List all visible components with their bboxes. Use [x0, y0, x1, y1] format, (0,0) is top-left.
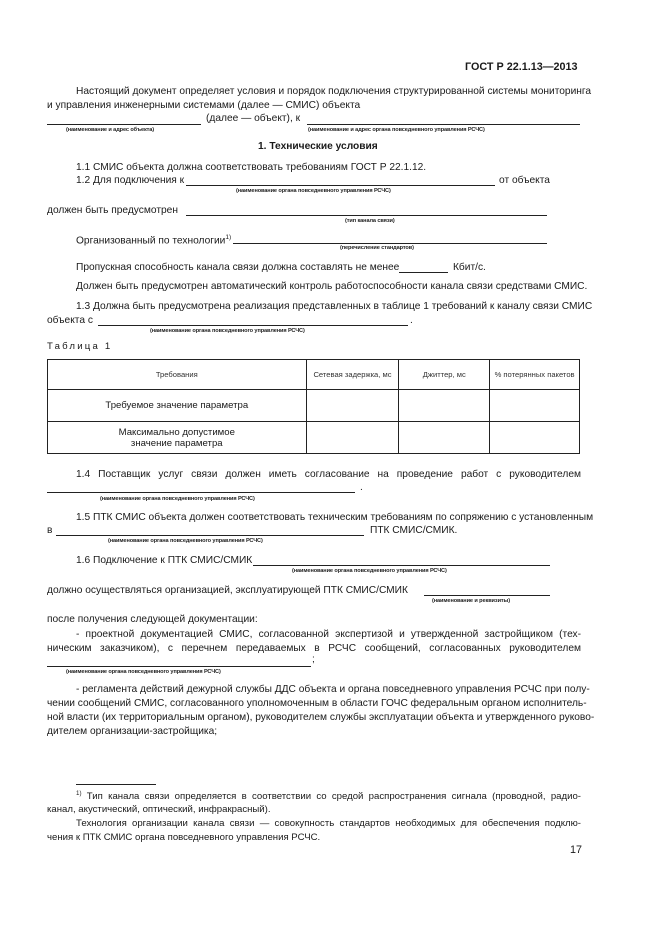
auto-control-text: Должен быть предусмотрен автоматический контроль работоспособности канала связи средствами СМИС.: [76, 281, 588, 292]
clause-1-4-line-1: 1.4 Поставщик услуг связи должен иметь согласование на проведение работ с руководителем: [76, 469, 581, 480]
clause-1-5-line-1: 1.5 ПТК СМИС объекта должен соответствовать техническим требованиям по сопряжению с установленным: [76, 512, 594, 523]
page-number: 17: [570, 844, 583, 856]
technology-text: Организованный по технологии$^{1)}$: [76, 234, 232, 247]
bullet-1-line-1: - проектной документацией СМИС, согласованной экспертизой и утвержденной застройщиком (тех-: [76, 629, 581, 640]
operator-details-field[interactable]: [424, 595, 550, 596]
clause-1-3-caption: (наименование органа повседневного управления РСЧС): [150, 328, 305, 334]
clause-1-3-period: .: [410, 315, 413, 326]
bullet-1-caption: (наименование органа повседневного управления РСЧС): [66, 669, 221, 675]
footnote-line-4: чения к ПТК СМИС органа повседневного управления РСЧС.: [47, 832, 321, 843]
clause-1-2-suffix: от объекта: [499, 175, 550, 186]
footnote-line-2: канал, акустический, оптический, инфракрасный).: [47, 804, 271, 815]
clause-1-4-caption: (наименование органа повседневного управления РСЧС): [100, 496, 255, 502]
bullet-2-line-1: - регламента действий дежурной службы ДДС объекта и органа повседневного управления РСЧС при полу-: [76, 684, 590, 695]
table-row: [48, 390, 580, 422]
bullet-1-field[interactable]: [47, 666, 311, 667]
table-header-cell: Джиттер, мс: [399, 360, 490, 390]
technology-field[interactable]: [233, 243, 547, 244]
table-cell[interactable]: [399, 390, 490, 422]
table-row-label: Максимально допустимое значение параметра: [48, 422, 307, 454]
table-cell[interactable]: [306, 422, 399, 454]
table-caption: Таблица 1: [47, 341, 113, 352]
table-cell[interactable]: [490, 422, 580, 454]
clause-1-3-line-1: 1.3 Должна быть предусмотрена реализация представленных в таблице 1 требований к каналу связи СМИС: [76, 301, 593, 312]
clause-1-3-field[interactable]: [98, 325, 408, 326]
clause-1-6-line-2: должно осуществляться организацией, эксплуатирующей ПТК СМИС/СМИК: [47, 585, 408, 596]
clause-1-6-prefix: 1.6 Подключение к ПТК СМИС/СМИК: [76, 555, 253, 566]
channel-type-field[interactable]: [186, 215, 547, 216]
bullet-1-line-2: ническим заказчиком), с перечнем передаваемых в РСЧС сообщений, согласованных руководителем: [47, 643, 581, 654]
bullet-1-semicolon: ;: [312, 654, 315, 665]
after-docs-text: после получения следующей документации:: [47, 614, 258, 625]
intro-line-1: Настоящий документ определяет условия и порядок подключения структурированной системы мониторинга: [76, 86, 592, 97]
clause-1-5-field[interactable]: [56, 535, 364, 536]
intro-line-2: и управления инженерными системами (далее — СМИС) объекта: [47, 100, 361, 111]
document-number: ГОСТ Р 22.1.13—2013: [465, 61, 578, 73]
clause-1-2-prefix: 1.2 Для подключения к: [76, 175, 185, 186]
footnote-line-1: $^{1)}$ Тип канала связи определяется в соответствии со средой распространения сигнала (проводной, радио-: [76, 790, 581, 803]
footnote-line-3: Технология организации канала связи — совокупность стандартов необходимых для обеспечения подклю-: [76, 818, 581, 829]
operator-details-caption: (наименование и реквизиты): [432, 598, 510, 604]
bullet-2-line-2: чении сообщений СМИС, согласованного уполномоченным в области ГОЧС федеральным органом исполнитель-: [47, 698, 587, 709]
clause-1-5-suffix: ПТК СМИС/СМИК.: [370, 525, 458, 536]
channel-type-caption: (тип канала связи): [345, 218, 395, 224]
bullet-2-line-3: ной власти (их территориальным органом), руководителем службы эксплуатации объекта и утвержденного руково-: [47, 712, 595, 723]
authority-name-caption: (наименование и адрес органа повседневного управления РСЧС): [308, 127, 485, 133]
channel-provided-text: должен быть предусмотрен: [47, 205, 178, 216]
table-cell[interactable]: [399, 422, 490, 454]
table-header-cell: Сетевая задержка, мс: [306, 360, 399, 390]
clause-1-4-field[interactable]: [47, 492, 355, 493]
clause-1-3-line-2: объекта с: [47, 315, 93, 326]
table-row-label: Требуемое значение параметра: [48, 390, 307, 422]
footnote-separator: [76, 784, 156, 785]
throughput-field[interactable]: [399, 272, 448, 273]
table-header-cell: % потерянных пакетов: [490, 360, 580, 390]
table-header-row: [48, 360, 580, 390]
object-name-field[interactable]: [47, 124, 201, 125]
throughput-text: Пропускная способность канала связи должна составлять не менее: [76, 262, 400, 273]
table-header-cell: Требования: [48, 360, 307, 390]
clause-1-5-prefix: в: [47, 525, 53, 536]
table-row: [48, 422, 580, 454]
clause-1-2-caption: (наименование органа повседневного управления РСЧС): [236, 188, 391, 194]
object-name-caption: (наименование и адрес объекта): [66, 127, 155, 133]
clause-1-6-field[interactable]: [253, 565, 550, 566]
throughput-unit: Кбит/с.: [453, 262, 486, 273]
section-title: 1. Технические условия: [258, 141, 378, 152]
authority-name-field[interactable]: [307, 124, 580, 125]
clause-1-2-field[interactable]: [186, 185, 495, 186]
clause-1-6-caption: (наименование органа повседневного управления РСЧС): [292, 568, 447, 574]
bullet-2-line-4: дителем организации-застройщика;: [47, 726, 218, 737]
clause-1-1: 1.1 СМИС объекта должна соответствовать требованиям ГОСТ Р 22.1.12.: [76, 162, 427, 173]
table-cell[interactable]: [306, 390, 399, 422]
table-cell[interactable]: [490, 390, 580, 422]
technology-caption: (перечисление стандартов): [340, 245, 414, 251]
clause-1-5-caption: (наименование органа повседневного управления РСЧС): [108, 538, 263, 544]
clause-1-4-period: .: [360, 482, 363, 493]
requirements-table: [47, 359, 580, 454]
intro-middle-text: (далее — объект), к: [206, 113, 301, 124]
